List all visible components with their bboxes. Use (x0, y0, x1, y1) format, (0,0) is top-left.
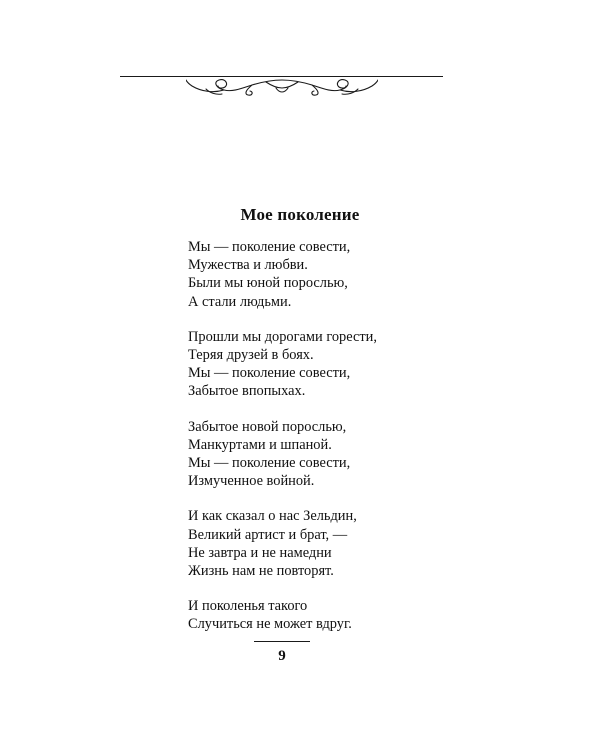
poem-line: Мужества и любви. (188, 257, 308, 274)
poem-line: Манкуртами и шпаной. (188, 436, 332, 453)
poem-line: И поколенья такого (188, 598, 308, 615)
poem-line: Случиться не может вдруг. (188, 616, 352, 633)
poem-line: Не завтра и не намедни (188, 544, 332, 561)
poem-line: Мы — поколение совести, (188, 455, 351, 472)
poem-line: Забытое впопыхах. (188, 383, 306, 400)
poem-line: Забытое новой порослью, (188, 418, 347, 435)
poem-line: Теряя друзей в боях. (188, 347, 314, 364)
poem-line: Великий артист и брат, — (188, 526, 348, 543)
poem-body (188, 238, 488, 651)
poem-line: И как сказал о нас Зельдин, (188, 508, 357, 525)
poem-line: А стали людьми. (188, 293, 292, 310)
poem-line: Прошли мы дорогами горести, (188, 328, 377, 345)
stanza (188, 597, 488, 633)
poem-line: Были мы юной порослью, (188, 275, 348, 292)
poem-line: Измученное войной. (188, 473, 315, 490)
stanza (188, 507, 488, 580)
stanza (188, 238, 488, 311)
footer-rule (254, 641, 310, 642)
flourish-ornament-icon (186, 76, 378, 100)
poem-line: Жизнь нам не повторят. (188, 563, 334, 580)
stanza (188, 328, 488, 401)
stanza (188, 418, 488, 491)
page-number: 9 (278, 648, 286, 664)
poem-line: Мы — поколение совести, (188, 365, 351, 382)
poem-line: Мы — поколение совести, (188, 239, 351, 255)
poem-title: Мое поколение (240, 205, 360, 224)
